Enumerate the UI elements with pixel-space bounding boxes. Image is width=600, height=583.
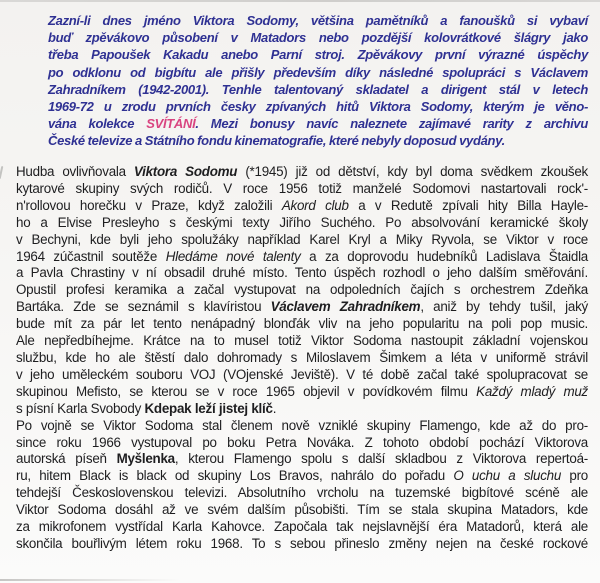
text-segment: a Pavla Chrastiny v ní obsadil druhé místo. Tento úspěch rozhodl o jeho dalším směřování.: [16, 265, 588, 281]
body-line: [16, 451, 588, 468]
text-segment: s písní Karla Svobody: [16, 400, 145, 416]
text-segment: kytarové skupiny svých rodičů. V roce 1956 totiž manželé Sodomovi nastartovali rock'-: [16, 180, 588, 196]
text-segment: 1964 zúčastnil soutěže: [16, 248, 166, 264]
text-segment: n'rollovou horečku v Praze, když založili: [16, 197, 282, 213]
text-segment: (*1945) již od dětství, kdy byl doma svědkem zkoušek: [237, 164, 588, 179]
scan-edge-bottom: [0, 579, 180, 581]
text-segment: . Mezi bonusy navíc naleznete zajímavé rarity z archivu: [195, 116, 588, 132]
intro-line: [48, 12, 588, 29]
text-segment: Ale nepředbíhejme. Krátce na to musel totiž Viktor Sodoma nastoupit základní vojenskou: [16, 333, 588, 349]
body-line: [16, 282, 588, 299]
text-segment: Opustil profesi keramika a začal vystupovat na odpoledních čajích s orchestrem Zdeňka: [16, 282, 588, 298]
text-segment: Hudba ovlivňovala: [16, 164, 134, 179]
body-line: [16, 232, 588, 249]
intro-line: [48, 29, 588, 46]
text-segment-b: Kdepak leží jistej klíč: [144, 400, 273, 416]
text-segment: a v Redutě zpívali hity Billa Hayle-: [348, 197, 588, 213]
text-segment: třeba Papoušek Kakadu anebo Parní stroj. Zpěvákovy první výrazné úspěchy: [48, 47, 588, 63]
body-line: [16, 316, 588, 333]
text-segment: 1969-72 u zrodu prvních česky zpívaných hitů Viktora Sodomy, kterým je věno-: [48, 99, 588, 115]
text-segment: Bartáka. Zde se seznámil s klavíristou: [16, 299, 271, 315]
text-segment: ho a Elvise Presleyho s českými texty Jiřího Suchého. Po absolvování keramické školy: [16, 214, 588, 230]
text-segment: ru, hitem Black is black od skupiny Los Bravos, nahrálo do pořadu: [16, 468, 454, 484]
text-segment: službu, kde ho ale štěstí dalo dohromady s Miloslavem Šimkem a léta v uniformě strávil: [16, 349, 588, 365]
intro-line: [48, 98, 588, 115]
text-segment: Zazní-li dnes jméno Viktora Sodomy, většina pamětníků a fanoušků si vybaví: [48, 13, 588, 28]
text-segment-bi: Viktora Sodomu: [133, 164, 238, 179]
text-segment: vána kolekce: [48, 116, 147, 132]
text-segment-b: Myšlenka: [116, 451, 175, 467]
text-segment: skupinou Mefisto, se kterou se v roce 1965 objevil v povídkovém filmu: [16, 383, 477, 399]
body-line: [16, 519, 588, 536]
intro-paragraph: [48, 12, 588, 150]
body-line: [16, 384, 588, 401]
text-segment: autorská píseň: [16, 451, 117, 467]
text-segment: bude mít za pár let tento nenápadný blonďák vliv na jeho popularitu na poli pop music.: [16, 316, 588, 332]
text-segment: Zahradníkem (1942-2001). Tenhle talentovaný skladatel a dirigent stál v letech: [48, 81, 588, 97]
text-segment: since roku 1966 vystupoval po boku Petra Nováka. Z tohoto období pochází Viktorova: [16, 434, 588, 450]
text-segment: skončila bouřlivým létem roku 1968. To s sebou přineslo změny nejen na české rockové: [16, 535, 588, 551]
text-segment: za mikrofonem vystřídal Karla Kahovce. Započala tak nejslavnější éra Matadorů, která ale: [16, 519, 588, 535]
text-segment: , aniž by tehdy tušil, jaký: [420, 299, 588, 315]
body-line: [16, 333, 588, 350]
body-line: [16, 367, 588, 384]
body-line: [16, 164, 588, 181]
text-segment: a za doprovodu hudebníků Ladislava Štaidla: [300, 248, 588, 264]
text-segment: pro: [561, 468, 589, 484]
text-segment-i: Hledáme nové talenty: [165, 248, 301, 264]
scan-artifact-left: [0, 166, 3, 179]
text-segment-i: Každý mladý muž: [476, 383, 588, 399]
text-segment-bi: Václavem Zahradníkem: [270, 299, 421, 315]
text-segment: Viktor Sodoma dosáhl až ve svém dalším působišti. Tím se stala skupina Matadors, kde: [16, 502, 588, 518]
text-segment: v Bechyni, kde byli jeho spolužáky například Karel Kryl a Miky Ryvola, se Viktor v roce: [16, 231, 588, 247]
text-segment: buď zpěvákovo působení v Matadors nebo pozdější kolovrátkové šlágry jako: [48, 30, 588, 46]
body-line: [16, 401, 588, 418]
body-line: [16, 181, 588, 198]
body-line: [16, 215, 588, 232]
body-line: [16, 265, 588, 282]
text-segment: .: [272, 400, 277, 416]
scan-edge-top: [0, 0, 600, 2]
text-segment-i: O uchu a sluchu: [453, 468, 562, 484]
intro-line: [48, 64, 588, 81]
text-segment: tehdejší Československou televizi. Absolutního vrcholu na tuzemské bigbítové scéně ale: [16, 485, 588, 501]
body-text: [16, 164, 588, 553]
text-segment: , kterou Flamengo spolu s další skladbou z Viktorova repertoá-: [174, 451, 588, 467]
text-segment-i: Akord club: [281, 197, 349, 213]
body-line: [16, 198, 588, 215]
body-line: [16, 485, 588, 502]
intro-line: [48, 132, 588, 149]
body-line: [16, 468, 588, 485]
body-line: [16, 435, 588, 452]
body-line: [16, 299, 588, 316]
text-segment: České televize a Státního fondu kinematografie, které nebyly doposud vydány.: [48, 133, 505, 149]
intro-line: [48, 46, 588, 63]
body-line: [16, 249, 588, 266]
intro-line: [48, 115, 588, 132]
text-segment-accent: SVÍTÁNÍ: [146, 116, 196, 132]
body-line: [16, 502, 588, 519]
text-segment: v jeho uměleckém souboru VOJ (VOjenské Jeviště). V té době začal také spolupracovat se: [16, 366, 588, 382]
intro-line: [48, 81, 588, 98]
body-line: [16, 418, 588, 435]
text-segment: Po vojně se Viktor Sodoma stal členem nově vzniklé skupiny Flamengo, kde až do pro-: [16, 417, 588, 433]
text-segment: po odklonu od bigbítu ale přišly především díky následné spolupráci s Václavem: [48, 64, 588, 80]
body-line: [16, 350, 588, 367]
body-line: [16, 536, 588, 553]
